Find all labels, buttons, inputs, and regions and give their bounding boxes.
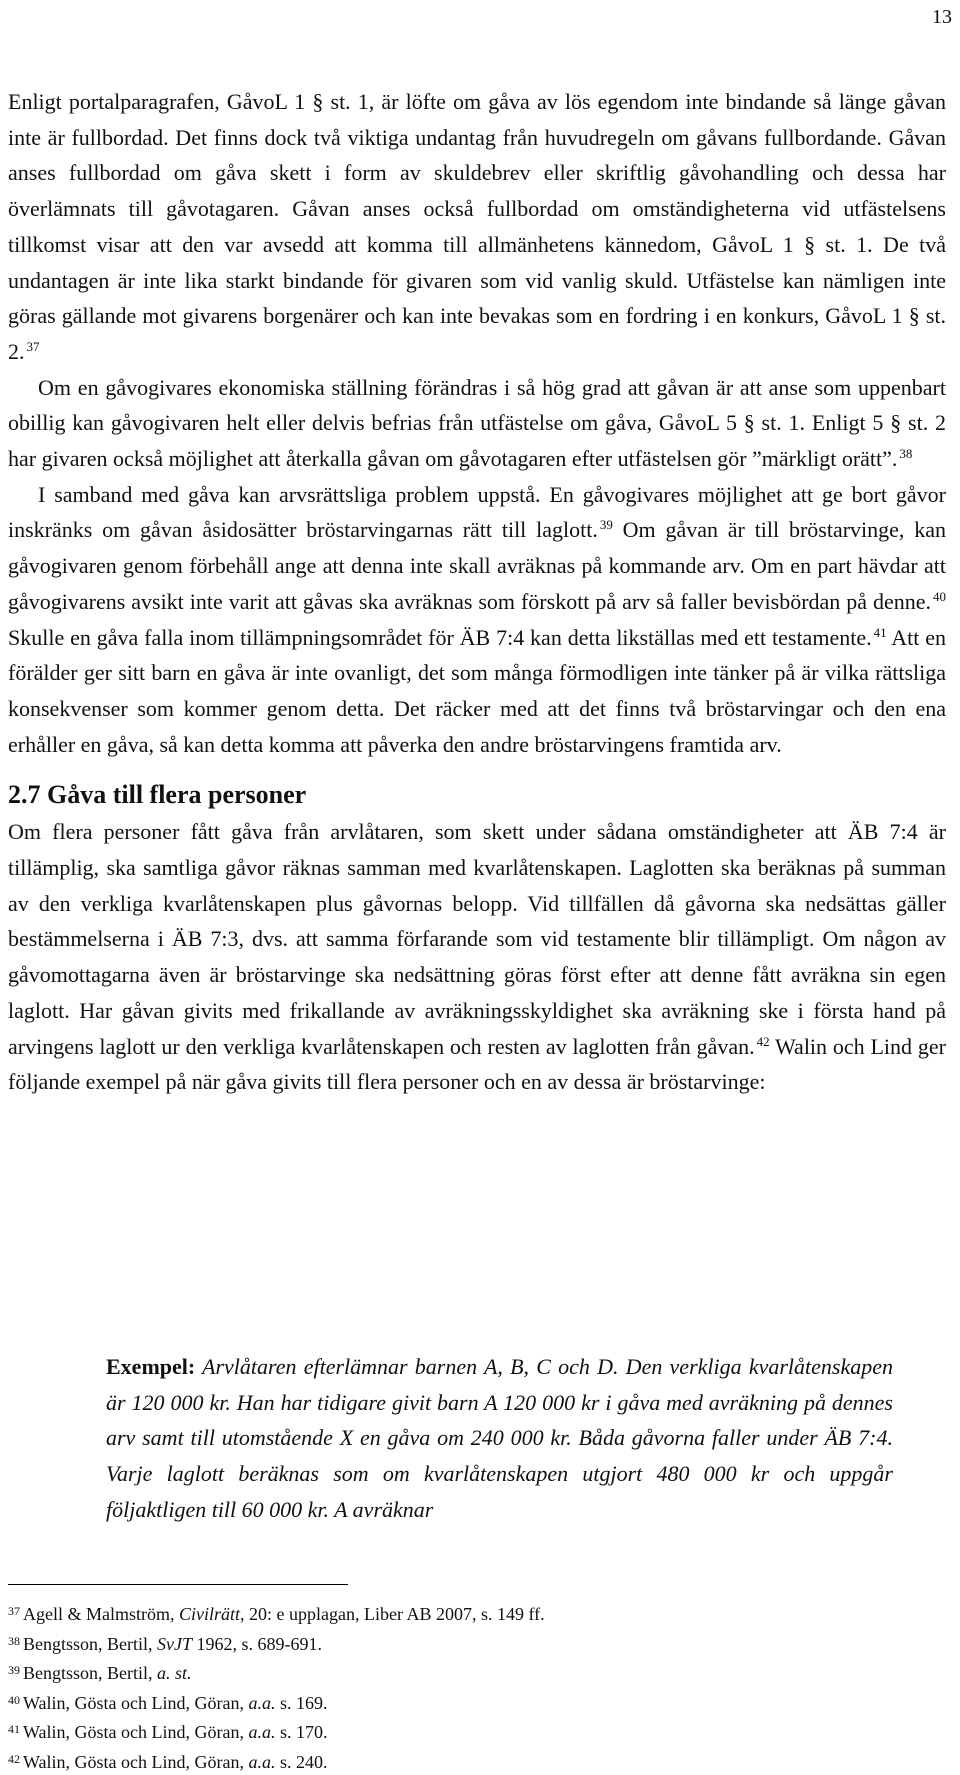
footnote-number: 41	[8, 1722, 20, 1736]
example-text: Arvlåtaren efterlämnar barnen A, B, C och D. Den verkliga kvarlåtenskapen är 120 000 kr. Han har tidigare givit barn A 120 000 kr i gåva med avräkning på dennes arv samt till utomstående X en gåva om 240 000 kr. Båda gåvorna faller under ÄB 7:4. Varje laglott beräknas som om kvarlåtenskapen utgjort 480 000 kr och uppgår följaktligen till 60 000 kr. A avräknar	[106, 1354, 893, 1522]
footnote-text: Agell & Malmström,	[23, 1604, 179, 1624]
example-label: Exempel:	[106, 1354, 195, 1379]
footnote	[8, 1687, 948, 1717]
footnote-ref-41[interactable]: 41	[874, 625, 887, 640]
footnote-text: 1962, s. 689-691.	[192, 1634, 322, 1654]
footnote-ref-42[interactable]: 42	[757, 1034, 770, 1049]
footnote-separator	[8, 1584, 348, 1585]
footnote-ref-40[interactable]: 40	[933, 589, 946, 604]
section-heading: 2.7 Gåva till flera personer	[8, 780, 946, 810]
footnote-ref-39[interactable]: 39	[600, 517, 613, 532]
footnote	[8, 1746, 948, 1775]
footnote-text: Walin, Gösta och Lind, Göran,	[23, 1693, 249, 1713]
page-number: 13	[932, 6, 952, 29]
footnote-ref-37[interactable]: 37	[27, 339, 40, 354]
paragraph-portal	[8, 84, 946, 370]
footnote-source-title: a.a.	[249, 1752, 276, 1772]
footnote	[8, 1628, 948, 1658]
footnote	[8, 1716, 948, 1746]
body-text	[8, 84, 946, 1100]
footnote-ref-38[interactable]: 38	[899, 446, 912, 461]
paragraph-inheritance	[8, 477, 946, 763]
footnote-text: s. 240.	[276, 1752, 328, 1772]
footnote-source-title: a. st.	[157, 1663, 192, 1683]
footnote	[8, 1657, 948, 1687]
footnote-text: Walin, Gösta och Lind, Göran,	[23, 1722, 249, 1742]
footnote-number: 42	[8, 1752, 20, 1766]
footnote-text: , 20: e upplagan, Liber AB 2007, s. 149 ff.	[240, 1604, 545, 1624]
footnotes	[8, 1598, 948, 1775]
footnote	[8, 1598, 948, 1628]
paragraph-text: Om gåvan är till bröstarvinge, kan gåvogivaren genom förbehåll ange att denna inte skall avräknas på kommande arv. Om en part hävdar att gåvogivarens avsikt inte varit att gåvas ska avräknas som förskott på arv så faller bevisbördan på denne.	[8, 517, 946, 613]
footnote-source-title: SvJT	[157, 1634, 192, 1654]
paragraph-multiple	[8, 814, 946, 1100]
paragraph-text: Att en förälder ger sitt barn en gåva är inte ovanligt, det som många förmodligen inte tänker på är vilka rättsliga konsekvenser som kommer genom detta. Det räcker med att det finns två bröstarvingar och den ena erhåller en gåva, så kan detta komma att påverka den andre bröstarvingens framtida arv.	[8, 625, 946, 757]
footnote-text: s. 170.	[276, 1722, 328, 1742]
footnote-source-title: Civilrätt	[179, 1604, 240, 1624]
footnote-source-title: a.a.	[249, 1693, 276, 1713]
footnote-text: s. 169.	[276, 1693, 328, 1713]
footnote-number: 39	[8, 1663, 20, 1677]
paragraph-text: I samband med gåva kan arvsrättsliga problem uppstå. En gåvogivares möjlighet att ge bort gåvor inskränks om gåvan åsidosätter bröstarvingarnas rätt till laglott.	[8, 482, 946, 543]
footnote-source-title: a.a.	[249, 1722, 276, 1742]
paragraph-text: Walin och Lind ger följande exempel på när gåva givits till flera personer och en av dessa är bröstarvinge:	[8, 1034, 946, 1095]
paragraph-text: Om flera personer fått gåva från arvlåtaren, som skett under sådana omständigheter att ÄB 7:4 är tillämplig, ska samtliga gåvor räknas samman med kvarlåtenskapen. Laglotten ska beräknas på summan av den verkliga kvarlåtenskapen plus gåvornas belopp. Vid tillfällen då gåvorna ska nedsättas gäller bestämmelserna i ÄB 7:3, dvs. att samma förfarande som vid testamente blir tillämpligt. Om någon av gåvomottagarna även är bröstarvinge ska nedsättning göras först efter att denne fått avräkna sin egen laglott. Har gåvan givits med frikallande av avräkningsskyldighet ska avräkning ske i första hand på arvingens laglott ur den verkliga kvarlåtenskapen och resten av laglotten från gåvan.	[8, 819, 946, 1058]
footnote-number: 40	[8, 1693, 20, 1707]
example-block	[106, 1349, 893, 1528]
footnote-text: Walin, Gösta och Lind, Göran,	[23, 1752, 249, 1772]
footnote-text: Bengtsson, Bertil,	[23, 1663, 157, 1683]
footnote-number: 37	[8, 1604, 20, 1618]
footnote-number: 38	[8, 1634, 20, 1648]
paragraph-text: Om en gåvogivares ekonomiska ställning förändras i så hög grad att gåvan är att anse som uppenbart obillig kan gåvogivaren helt eller delvis befrias från utfästelse om gåva, GåvoL 5 § st. 1. Enligt 5 § st. 2 har givaren också möjlighet att återkalla gåvan om gåvotagaren efter utfästelsen gör ”märkligt orätt”.	[8, 375, 946, 471]
footnote-text: Bengtsson, Bertil,	[23, 1634, 157, 1654]
paragraph-text: Enligt portalparagrafen, GåvoL 1 § st. 1, är löfte om gåva av lös egendom inte bindande så länge gåvan inte är fullbordad. Det finns dock två viktiga undantag från huvudregeln om gåvans fullbordande. Gåvan anses fullbordad om gåva skett i form av skuldebrev eller skriftlig gåvohandling och dessa har överlämnats till gåvotagaren. Gåvan anses också fullbordad om omständigheterna vid utfästelsens tillkomst visar att den var avsedd att komma till allmänhetens kännedom, GåvoL 1 § st. 1. De två undantagen är inte lika starkt bindande för givaren som vid vanlig skuld. Utfästelse kan nämligen inte göras gällande mot givarens borgenärer och kan inte bevakas som en fordring i en konkurs, GåvoL 1 § st. 2.	[8, 89, 946, 364]
paragraph-text: Skulle en gåva falla inom tillämpningsområdet för ÄB 7:4 kan detta likställas med ett testamente.	[8, 625, 872, 650]
paragraph-economic	[8, 370, 946, 477]
